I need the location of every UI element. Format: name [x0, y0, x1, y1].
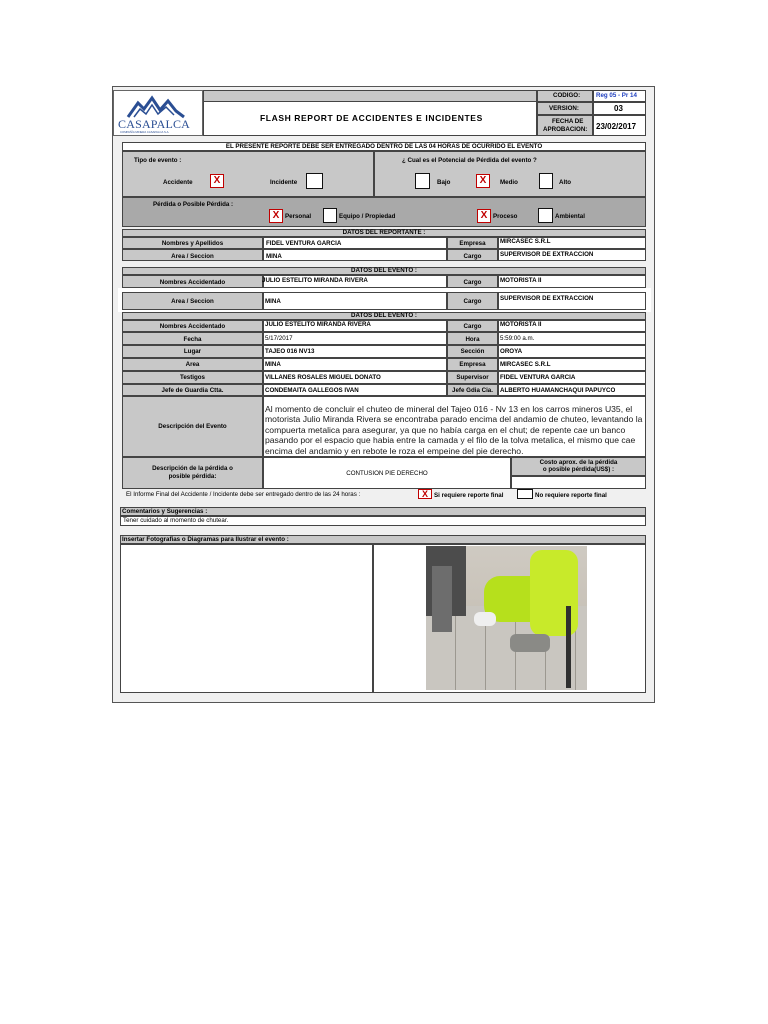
codigo-value: Reg 05 - Pr 14: [596, 92, 637, 99]
area-label: Area: [185, 361, 200, 368]
si-requiere-label: Si requiere reporte final: [434, 492, 504, 499]
personal-label: Personal: [285, 213, 312, 220]
version-label: VERSION:: [549, 105, 579, 112]
logo-mountain-icon: [126, 95, 186, 119]
nombre-accidentado-value: JULIO ESTELITO MIRANDA RIVERA: [265, 321, 371, 328]
potencial-label: ¿ Cual es el Potencial de Pérdida del evento ?: [402, 157, 537, 164]
perdida-label: Pérdida o Posible Pérdida :: [153, 201, 234, 208]
hora-label: Hora: [465, 336, 480, 343]
event-band-cargo-label: Cargo: [463, 279, 482, 286]
photo-boot: [510, 634, 550, 652]
fotos-label: Insertar Fotografias o Diagramas para Ilustrar el evento :: [122, 536, 289, 543]
event-band-cargo2-label: Cargo: [463, 298, 482, 305]
cargo-label: Cargo: [463, 323, 482, 330]
costo-label-line1: Costo aprox. de la pérdida: [539, 459, 618, 466]
event-band-cargo2-value: SUPERVISOR DE EXTRACCION: [500, 295, 594, 302]
event-band-nombre-value: JULIO ESTELITO MIRANDA RIVERA: [262, 277, 368, 284]
photo-sock: [474, 612, 496, 626]
proceso-label: Proceso: [493, 213, 518, 220]
reportante-area-value-cell: [263, 249, 447, 261]
report-title: FLASH REPORT DE ACCIDENTES E INCIDENTES: [260, 113, 483, 123]
si-requiere-checkbox[interactable]: X: [418, 489, 432, 499]
alto-label: Alto: [559, 179, 572, 186]
hora-value: 5:59:00 a.m.: [500, 335, 535, 342]
medio-label: Medio: [500, 179, 518, 186]
no-requiere-checkbox[interactable]: [517, 489, 533, 499]
fecha-label: Fecha: [183, 336, 202, 343]
descripcion-label: Descripción del Evento: [158, 423, 227, 430]
evento-title: DATOS DEL EVENTO :: [351, 312, 417, 319]
ambiental-label: Ambiental: [555, 213, 585, 220]
medio-checkbox[interactable]: X: [476, 174, 490, 188]
photo-cabinet: [432, 566, 452, 632]
logo-text: CASAPALCA: [118, 117, 191, 131]
perdida-desc-label-line1: Descripción de la pérdida o: [152, 465, 233, 472]
logo-box: [113, 90, 203, 136]
event-band-area-value-cell: [263, 292, 447, 310]
fecha-value: 5/17/2017: [265, 335, 293, 342]
bajo-checkbox[interactable]: [415, 173, 430, 189]
jefe-gdia-value: ALBERTO HUAMANCHAQUI PAPUYCO: [500, 387, 616, 394]
costo-label-line2: o posible pérdida(US$) :: [542, 466, 615, 473]
equipo-label: Equipo / Propiedad: [339, 213, 396, 220]
reportante-title: DATOS DEL REPORTANTE :: [342, 229, 426, 236]
empresa-label: Empresa: [459, 361, 486, 368]
reportante-empresa-label: Empresa: [459, 240, 486, 247]
reportante-cargo-label: Cargo: [463, 253, 482, 260]
informe-text: El Informe Final del Accidente / Incidente debe ser entregado dentro de las 24 horas :: [126, 491, 361, 498]
supervisor-value: FIDEL VENTURA GARCIA: [500, 374, 576, 381]
jefe-guardia-label: Jefe de Guardia Ctta.: [161, 387, 224, 394]
lugar-value: TAJEO 016 NV13: [265, 348, 315, 355]
reportante-area-label: Area / Seccion: [171, 253, 214, 260]
notice-text: EL PRESENTE REPORTE DEBE SER ENTREGADO DENTRO DE LAS 04 HORAS DE OCURRIDO EL EVENTO: [225, 143, 543, 150]
descripcion-value: Al momento de concluir el chuteo de mineral del Tajeo 016 - Nv 13 en los carros mineros U35, el motorista Julio Miranda Rivera se encontraba parado encima del andamio de chuteo, levantando la compuerta metalica para asegurar, ya que no había carga en el chut; de repente cae un banco pasando por el espacio que habia entre la camada y el filo de la tolva metalica, el mismo que cae encima del andamio y en rebote le roza el empeine del pie derecho.: [265, 404, 643, 456]
nombre-accidentado-label: Nombres Accidentado: [159, 323, 226, 330]
alto-checkbox[interactable]: [539, 173, 553, 189]
area-value-cell: [263, 358, 447, 371]
incidente-checkbox[interactable]: [306, 173, 323, 189]
reportante-cargo-value: SUPERVISOR DE EXTRACCION: [500, 251, 594, 258]
accidente-label: Accidente: [163, 179, 193, 186]
event-band-nombre-label: Nombres Accidentado: [159, 279, 226, 286]
seccion-value: OROYA: [500, 348, 523, 355]
codigo-label: CODIGO:: [553, 92, 581, 99]
accident-photo: [426, 546, 587, 690]
fotos-left-panel: [120, 544, 373, 693]
jefe-gdia-label: Jefe Gdia Cia.: [452, 387, 493, 394]
accidente-checkbox[interactable]: X: [210, 174, 224, 188]
bajo-label: Bajo: [437, 179, 451, 186]
reportante-empresa-value: MIRCASEC S.R.L: [500, 238, 551, 245]
testigos-value: VILLANES ROSALES MIGUEL DONATO: [265, 374, 381, 381]
event-band-area-label: Area / Seccion: [171, 298, 214, 305]
logo-subtext: COMPAÑÍA MINERA CASAPALCA S.A.: [120, 130, 170, 134]
equipo-checkbox[interactable]: [323, 208, 337, 223]
fecha-label-line1: FECHA DE: [552, 118, 584, 125]
supervisor-label: Supervisor: [456, 374, 489, 381]
comentarios-label: Comentarios y Sugerencias :: [122, 508, 208, 515]
area-value: MINA: [265, 361, 281, 368]
incidente-label: Incidente: [270, 179, 298, 186]
seccion-label: Sección: [460, 348, 485, 355]
reportante-nombres-label: Nombres y Apellidos: [161, 240, 224, 247]
reportante-area-value: MINA: [266, 253, 282, 260]
empresa-value: MIRCASEC S.R.L: [500, 361, 551, 368]
testigos-label: Testigos: [180, 374, 205, 381]
perdida-desc-label-line2: posible pérdida:: [168, 473, 217, 480]
version-value: 03: [614, 104, 623, 113]
comentarios-value: Tener cuidado al momento de chutear.: [123, 517, 229, 524]
photo-chair-leg: [566, 606, 571, 688]
proceso-checkbox[interactable]: X: [477, 209, 491, 223]
ambiental-checkbox[interactable]: [538, 208, 553, 223]
perdida-desc-value: CONTUSION PIE DERECHO: [346, 470, 428, 477]
event-band-cargo-value: MOTORISTA II: [500, 277, 542, 284]
event-band-area-value: MINA: [265, 298, 281, 305]
fecha-label-line2: APROBACION:: [543, 126, 588, 133]
event-band-title: DATOS DEL EVENTO :: [351, 267, 417, 274]
lugar-label: Lugar: [183, 348, 202, 355]
tipo-evento-label: Tipo de evento :: [134, 157, 182, 164]
costo-value-cell[interactable]: [511, 476, 646, 489]
no-requiere-label: No requiere reporte final: [535, 492, 607, 499]
jefe-guardia-value: CONDEMAITA GALLEGOS IVAN: [265, 387, 359, 394]
reportante-nombres-value: FIDEL VENTURA GARCIA: [266, 240, 342, 247]
personal-checkbox[interactable]: X: [269, 209, 283, 223]
fecha-value: 23/02/2017: [596, 122, 637, 131]
cargo-value: MOTORISTA II: [500, 321, 542, 328]
